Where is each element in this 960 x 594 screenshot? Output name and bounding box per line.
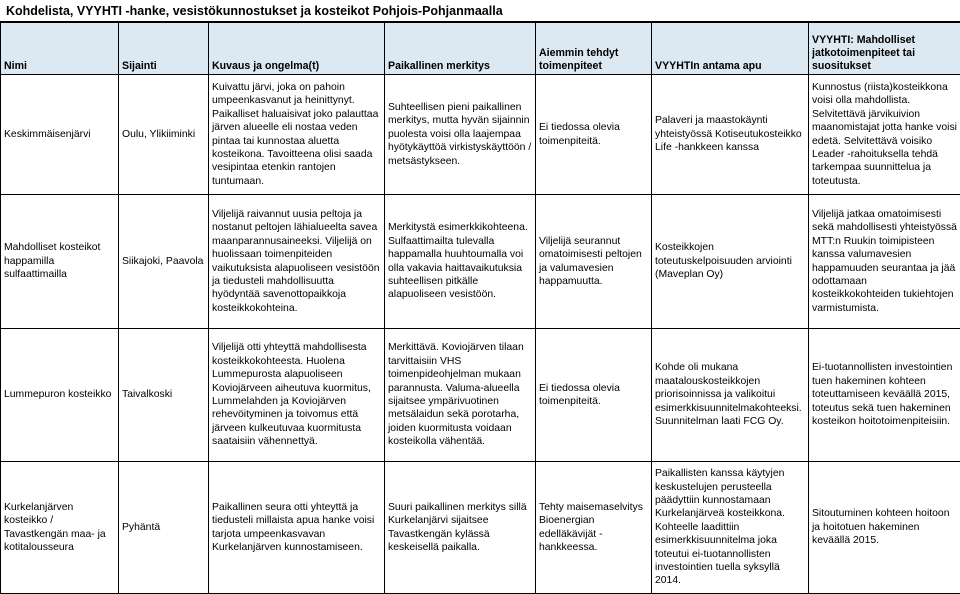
cell-location: Pyhäntä	[119, 462, 209, 594]
cell-local-significance: Merkittävä. Koviojärven tilaan tarvittaisiin VHS toimenpideohjelman mukaan parannusta. Valuma-alueella sijaitsee ympärivuotinen metsälaidun sekä porotarha, joiden kuormitusta voidaan kosteikolla vähentää.	[385, 329, 536, 462]
cell-vyyhti-help: Paikallisten kanssa käytyjen keskustelujen perusteella päädyttiin kunnostamaan Kurkelanjärveä kosteikkona. Kohteelle laadittiin esimerkkisuunnitelma joka toteutui ei-tuotannollisten investointien tuella syksyllä 2014.	[652, 462, 809, 594]
cell-name: Keskimmäisenjärvi	[1, 75, 119, 195]
cell-name: Kurkelanjärven kosteikko / Tavastkengän maa- ja kotitalousseura	[1, 462, 119, 594]
header-row	[1, 23, 960, 75]
cell-previous-actions: Viljelijä seurannut omatoimisesti peltojen ja valumavesien happamuutta.	[536, 195, 652, 329]
cell-previous-actions: Ei tiedossa olevia toimenpiteitä.	[536, 329, 652, 462]
cell-name: Mahdolliset kosteikot happamilla sulfaattimailla	[1, 195, 119, 329]
cell-location: Taivalkoski	[119, 329, 209, 462]
cell-recommendations: Sitoutuminen kohteen hoitoon ja hoitotuen hakeminen keväällä 2015.	[809, 462, 960, 594]
cell-recommendations: Viljelijä jatkaa omatoimisesti sekä mahdollisesti yhteistyössä MTT:n Ruukin toimipisteen kanssa valumavesien happamuuden seurantaa ja jää odottamaan kosteikkokohteiden tukiehtojen varmistumista.	[809, 195, 960, 329]
cell-previous-actions: Tehty maisemaselvitys Bioenergian edelläkävijät -hankkeessa.	[536, 462, 652, 594]
cell-name: Lummepuron kosteikko	[1, 329, 119, 462]
header-name: Nimi	[1, 23, 119, 75]
cell-local-significance: Suuri paikallinen merkitys sillä Kurkelanjärvi sijaitsee Tavastkengän kylässä keskeisellä paikalla.	[385, 462, 536, 594]
header-previous-actions: Aiemmin tehdyt toimenpiteet	[536, 23, 652, 75]
cell-vyyhti-help: Kohde oli mukana maatalouskosteikkojen priorisoinnissa ja valikoitui esimerkkisuunnitelmakohteeksi. Suunnitelman laati FCG Oy.	[652, 329, 809, 462]
table-row	[1, 75, 960, 195]
header-local-significance: Paikallinen merkitys	[385, 23, 536, 75]
header-location: Sijainti	[119, 23, 209, 75]
cell-vyyhti-help: Kosteikkojen toteutuskelpoisuuden arviointi (Maveplan Oy)	[652, 195, 809, 329]
cell-previous-actions: Ei tiedossa olevia toimenpiteitä.	[536, 75, 652, 195]
table-row	[1, 329, 960, 462]
table-row	[1, 195, 960, 329]
header-vyyhti-help: VYYHTIn antama apu	[652, 23, 809, 75]
cell-recommendations: Kunnostus (riista)kosteikkona voisi olla mahdollista. Selvitettävä järvikuivion maanomistajat jotta hanke voisi edetä. Selvitettävä voisiko Leader -rahoituksella tehdä tarkempaa suunnittelua ja toteutusta.	[809, 75, 960, 195]
header-description: Kuvaus ja ongelma(t)	[209, 23, 385, 75]
cell-description: Paikallinen seura otti yhteyttä ja tiedusteli millaista apua hanke voisi tarjota umpeenkasvavan Kurkelanjärven kunnostamiseen.	[209, 462, 385, 594]
table-row	[1, 462, 960, 594]
cell-description: Kuivattu järvi, joka on pahoin umpeenkasvanut ja heinittynyt. Paikalliset haluaisivat joko palauttaa järven alueelle eli nostaa veden pintaa tai kunnostaa aluetta kosteikona. Tavoitteena olisi saada vesipintaa etenkin rantojen tuntumaan.	[209, 75, 385, 195]
cell-description: Viljelijä otti yhteyttä mahdollisesta kosteikkokohteesta. Huolena Lummepurosta alapuoliseen Koviojärveen aiheutuva kuormitus, Lummelahden ja Koviojärven rehevöityminen ja toivomus että järveen kulkeutuvaa kuormitusta saataisiin vähennettyä.	[209, 329, 385, 462]
cell-vyyhti-help: Palaveri ja maastokäynti yhteistyössä Kotiseutukosteikko Life -hankkeen kanssa	[652, 75, 809, 195]
cell-location: Oulu, Ylikiiminki	[119, 75, 209, 195]
document-title: Kohdelista, VYYHTI -hanke, vesistökunnostukset ja kosteikot Pohjois-Pohjanmaalla	[0, 0, 960, 22]
cell-location: Siikajoki, Paavola	[119, 195, 209, 329]
cell-recommendations: Ei-tuotannollisten investointien tuen hakeminen kohteen toteuttamiseen keväällä 2015, toteutus sekä tuen hakeminen kosteikon hoitotoimenpiteisiin.	[809, 329, 960, 462]
site-table	[0, 22, 960, 594]
cell-local-significance: Merkitystä esimerkkikohteena. Sulfaattimailta tulevalla happamalla huuhtoumalla voi olla vakavia haittavaikutuksia suhteellisen pitkälle alapuoliseen vesistöön.	[385, 195, 536, 329]
cell-local-significance: Suhteellisen pieni paikallinen merkitys, mutta hyvän sijainnin puolesta voisi olla laajempaa hyötykäyttöä virkistyskäyttöön / metsästykseen.	[385, 75, 536, 195]
cell-description: Viljelijä raivannut uusia peltoja ja nostanut peltojen lähialueelta savea maanparannusaineeksi. Viljelijä on huolissaan toimenpiteiden vaikutuksista alapuoliseen vesistöön ja tiedusteli mahdollisuutta hyödyntää savenottopaikkoja kosteikkokohteina.	[209, 195, 385, 329]
header-recommendations: VYYHTI: Mahdolliset jatkotoimenpiteet tai suositukset	[809, 23, 960, 75]
